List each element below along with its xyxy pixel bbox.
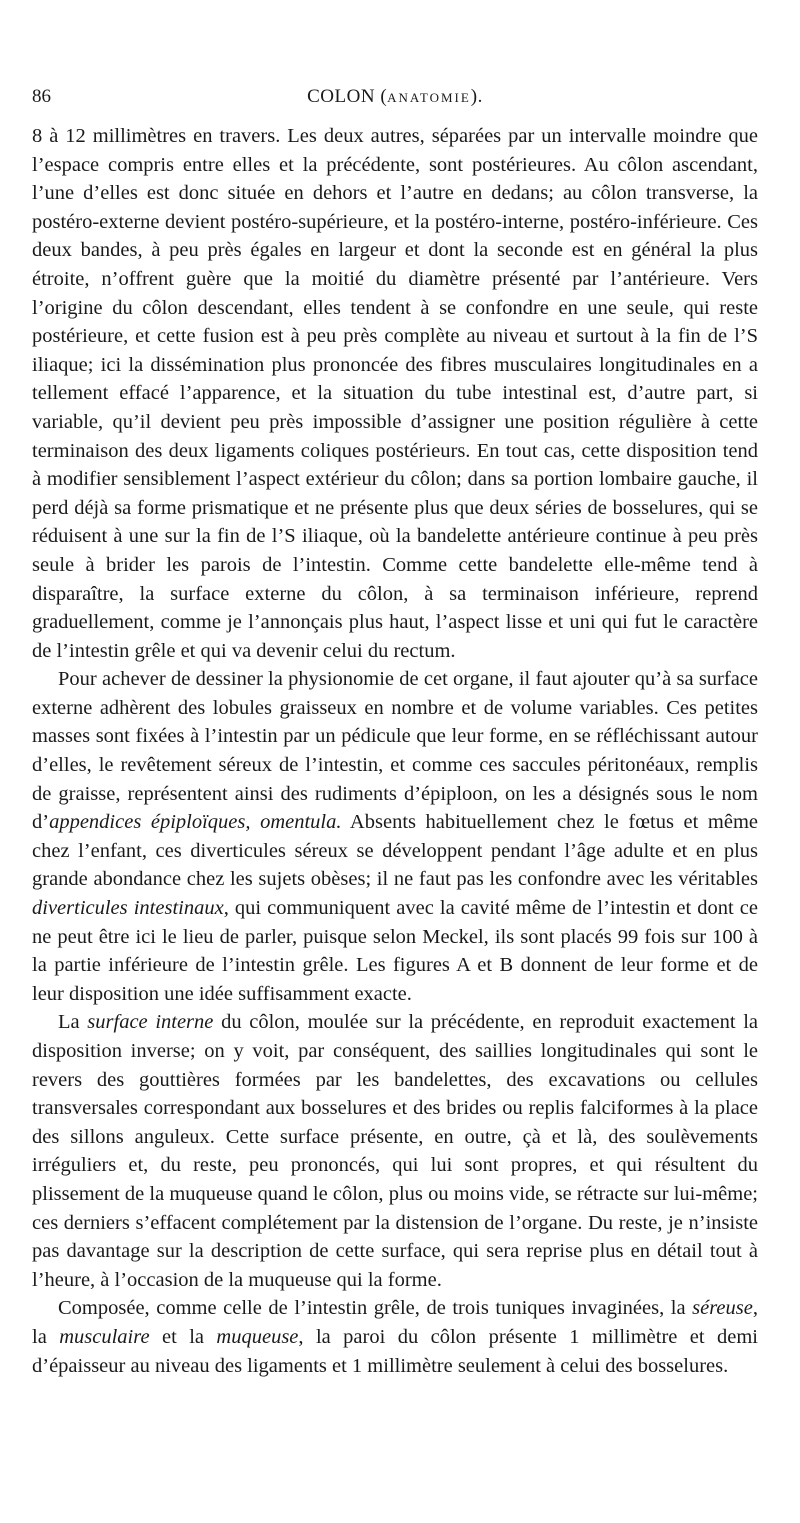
text-run: Absents habituellement chez le fœtus et même chez l’enfant, ces diverticules séreux se développent pendant l’âge adulte et en plus grande abondance chez les sujets obèses; il ne faut pas les confondre avec les véritables: [32, 811, 758, 891]
italic-text: diverticules intestinaux: [32, 897, 224, 920]
text-run: , la: [32, 1297, 758, 1348]
running-title-sub: ANATOMIE: [387, 90, 471, 105]
body-text: [32, 122, 758, 1380]
italic-text: séreuse: [692, 1297, 753, 1320]
paragraph: [32, 665, 758, 1008]
running-title-open: (: [380, 86, 388, 107]
running-header: [32, 86, 758, 122]
running-title-main: COLON: [307, 86, 376, 107]
text-run: et la: [149, 1325, 217, 1348]
page-number: 86: [32, 86, 51, 107]
italic-text: surface interne: [87, 1011, 214, 1034]
text-run: du côlon, moulée sur la précédente, en reproduit exactement la disposition inverse; on y voit, par conséquent, des saillies longitudinales qui sont le revers des gouttières formées par les bandelettes, des excavations ou cellules transversales correspondant aux bosselures et des brides ou replis falciformes à la place des sillons anguleux. Cette surface présente, en outre, çà et là, des soulèvements irréguliers et, du reste, peu prononcés, qui lui sont propres, et qui résultent du plissement de la muqueuse quand le côlon, plus ou moins vide, se rétracte sur lui-même; ces derniers s’effacent complétement par la distension de l’organe. Du reste, je n’insiste pas davantage sur la description de cette surface, qui sera reprise plus en détail tout à l’heure, à l’occasion de la muqueuse qui la forme.: [32, 1011, 758, 1291]
italic-text: muqueuse: [216, 1325, 299, 1348]
page: [32, 86, 758, 1380]
italic-text: musculaire: [59, 1325, 150, 1348]
text-run: Composée, comme celle de l’intestin grêle, de trois tuniques invaginées, la: [58, 1297, 693, 1320]
text-run: La: [58, 1011, 88, 1034]
text-run: Pour achever de dessiner la physionomie de cet organe, il faut ajouter qu’à sa surface externe adhèrent des lobules graisseux en nombre et de volume variables. Ces petites masses sont fixées à l’intestin par un pédicule que leur forme, en se réfléchissant autour d’elles, le revêtement séreux de l’intestin, et comme ces saccules péritonéaux, remplis de graisse, représentent ainsi des rudiments d’épiploon, on les a désignés sous le nom d’: [32, 668, 758, 834]
running-title-close: ).: [470, 86, 483, 107]
text-run: , qui communiquent avec la cavité même de l’intestin et dont ce ne peut être ici le lieu de parler, puisque selon Meckel, ils sont placés 99 fois sur 100 à la partie inférieure de l’intestin grêle. Les figures A et B donnent de leur forme et de leur disposition une idée suffisamment exacte.: [32, 897, 758, 1005]
text-run: , la paroi du côlon présente 1 millimètre et demi d’épaisseur au niveau des ligaments et 1 millimètre seulement à celui des bosselures.: [32, 1325, 759, 1377]
paragraph: [32, 1008, 758, 1294]
italic-text: appendices épiploïques, omentula.: [49, 811, 342, 834]
paragraph: [32, 1294, 758, 1380]
text-run: 8 à 12 millimètres en travers. Les deux autres, séparées par un intervalle moindre que l’espace compris entre elles et la précédente, sont postérieures. Au côlon ascendant, l’une d’elles est donc située en dehors et l’autre en dedans; au côlon transverse, la postéro-externe devient postéro-supérieure, et la postéro-interne, postéro-inférieure. Ces deux bandes, à peu près égales en largeur et dont la seconde est en général la plus étroite, n’offrent guère que la moitié du diamètre présenté par l’antérieure. Vers l’origine du côlon descendant, elles tendent à se confondre en une seule, qui reste postérieure, et cette fusion est à peu près complète au niveau et surtout à la fin de l’S iliaque; ici la dissémination plus prononcée des fibres musculaires longitudinales en a tellement effacé l’apparence, et la situation du tube intestinal est, d’autre part, si variable, qu’il devient peu près impossible d’assigner une position régulière à cette terminaison des deux ligaments coliques postérieurs. En tout cas, cette disposition tend à modifier sensiblement l’aspect extérieur du côlon; dans sa portion lombaire gauche, il perd déjà sa forme prismatique et ne présente plus que deux séries de bosselures, qui se réduisent à une sur la fin de l’S iliaque, où la bandelette antérieure continue à peu près seule à brider les parois de l’intestin. Comme cette bandelette elle-même tend à disparaître, la surface externe du côlon, à sa terminaison inférieure, reprend graduellement, comme je l’annonçais plus haut, l’aspect lisse et uni qui fut le caractère de l’intestin grêle et qui va devenir celui du rectum.: [32, 125, 758, 662]
running-title: [32, 86, 758, 108]
paragraph: [32, 122, 758, 665]
